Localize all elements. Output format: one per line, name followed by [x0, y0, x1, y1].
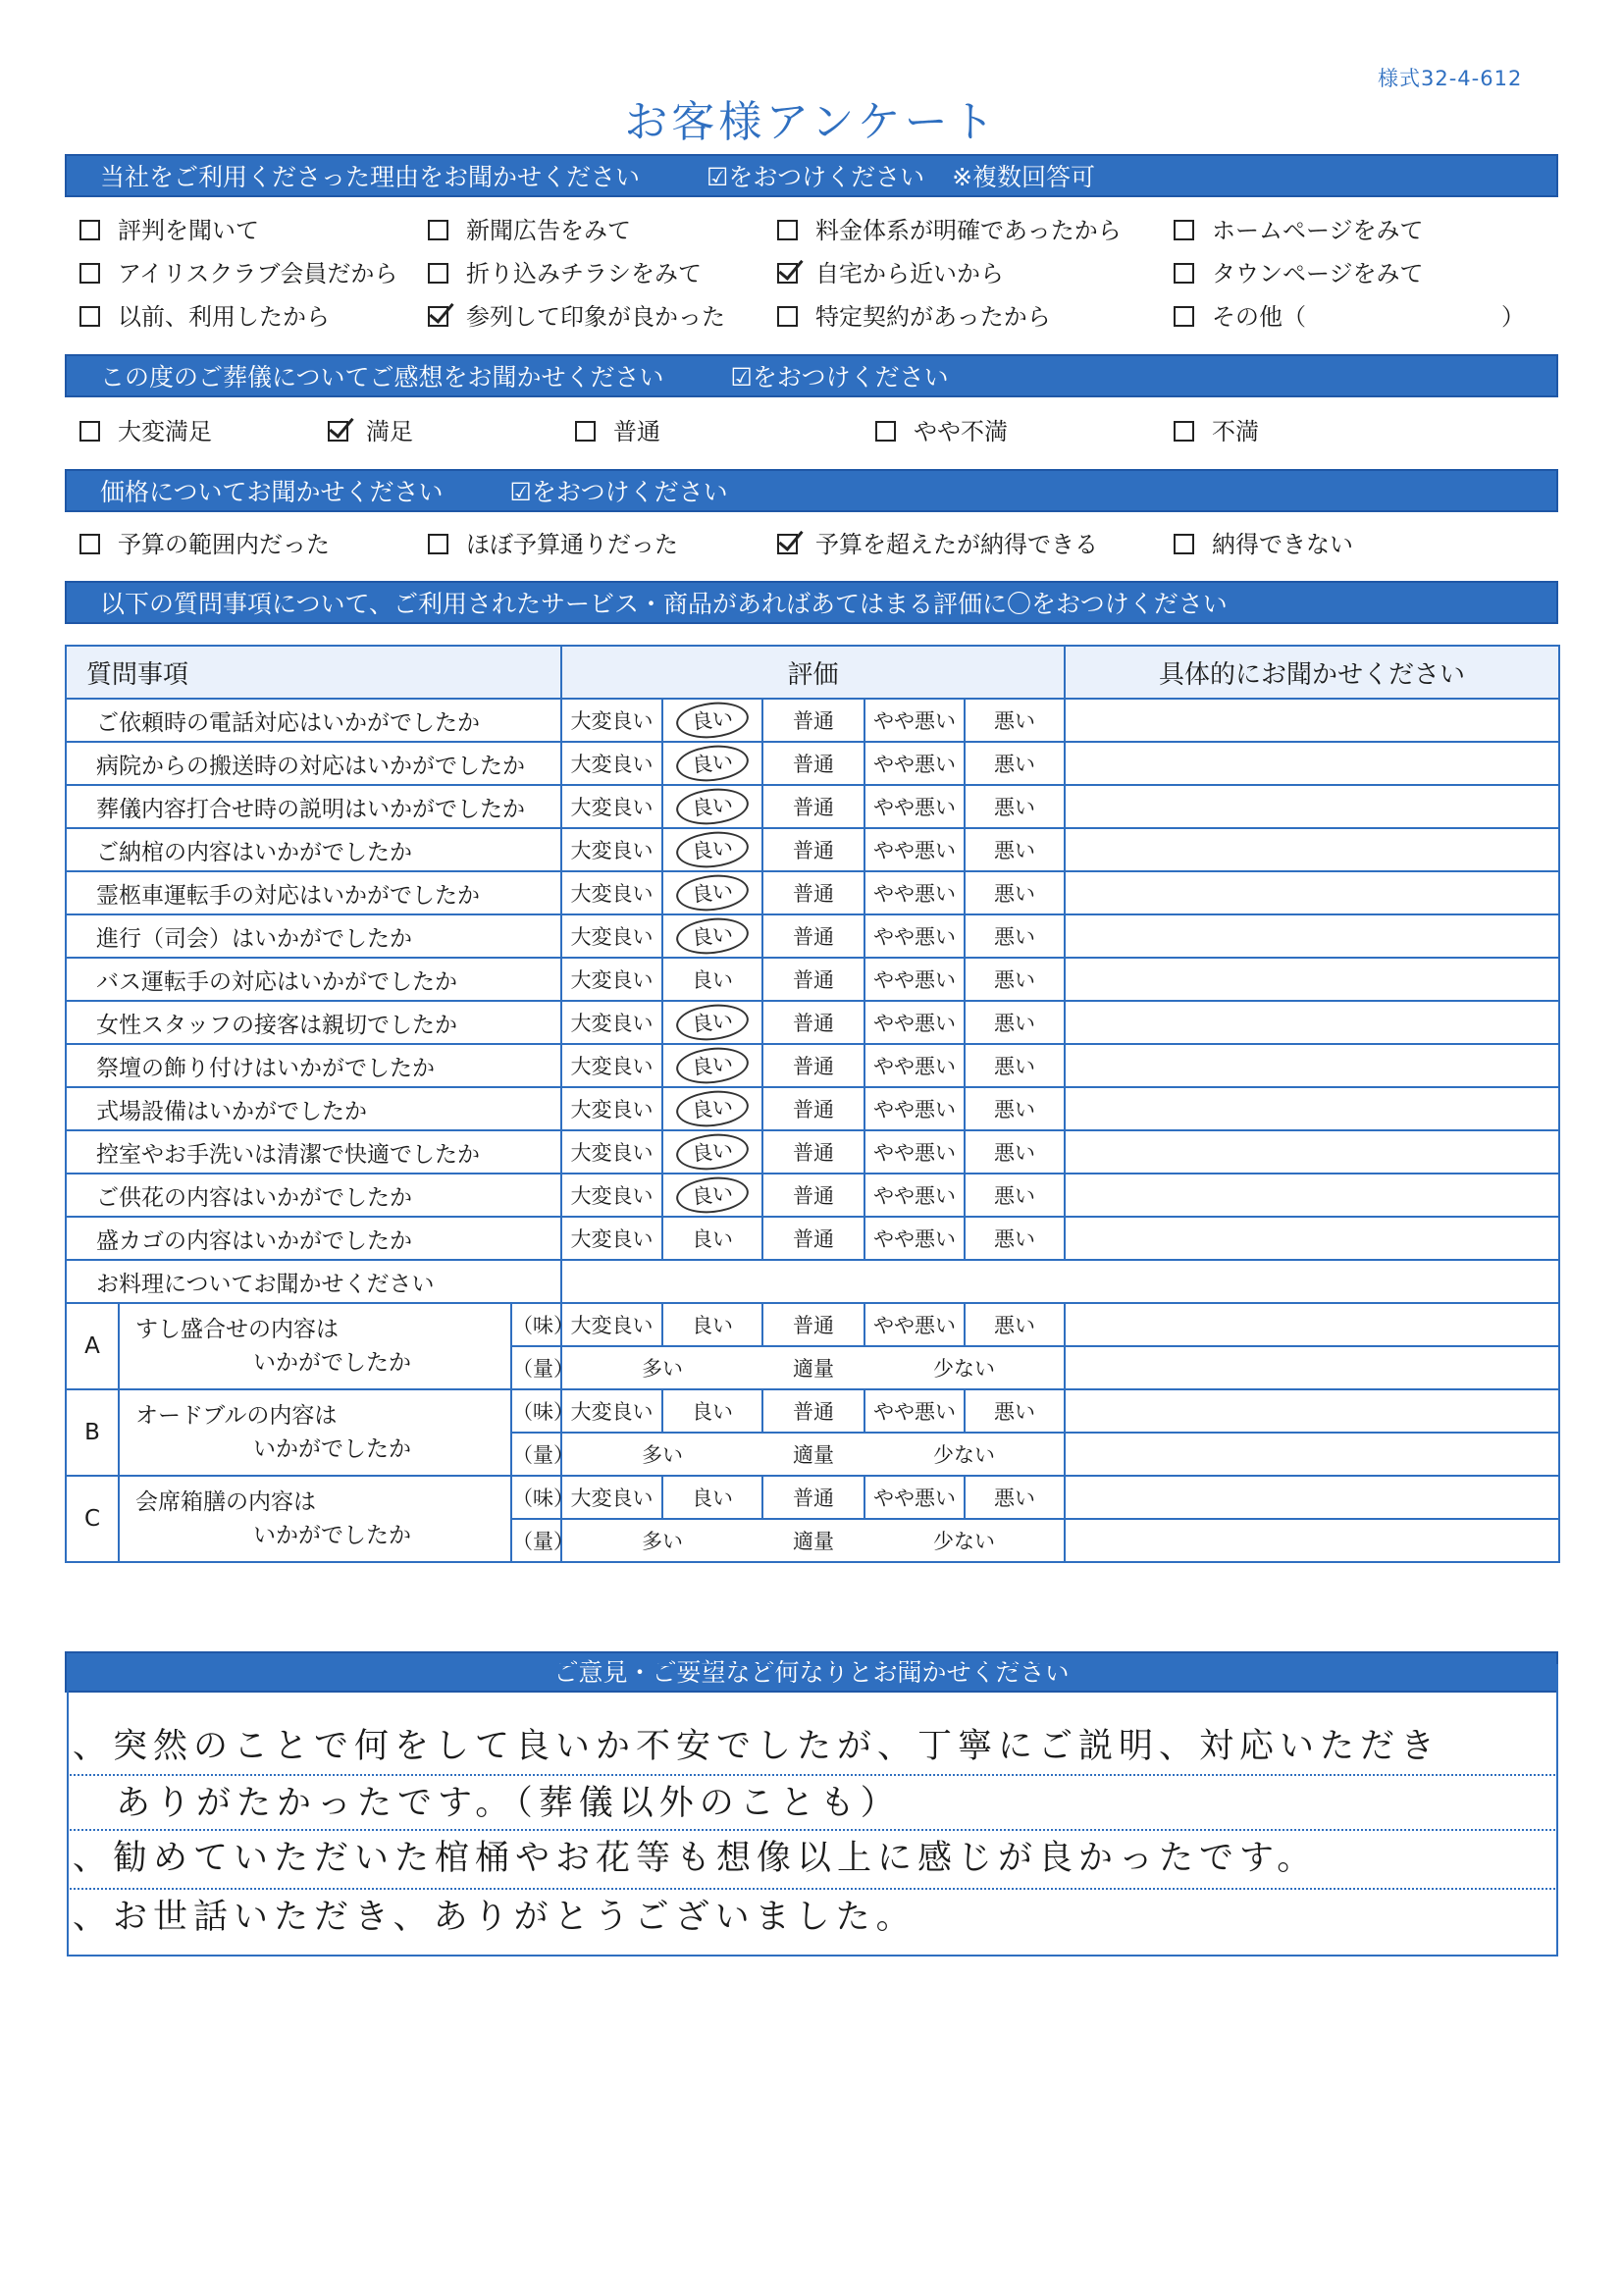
checkbox[interactable]	[777, 263, 798, 284]
rating-option[interactable]: 普通	[762, 1130, 864, 1174]
rating-option[interactable]: 大変良い	[561, 742, 662, 785]
option-reason-0[interactable]	[79, 216, 259, 245]
option-label: ホームページをみて	[1212, 217, 1424, 244]
option-label: 納得できない	[1212, 531, 1353, 558]
table-row	[66, 1087, 1559, 1130]
rating-option[interactable]: 普通	[762, 914, 864, 958]
detail-cell[interactable]	[1065, 699, 1559, 742]
rating-option[interactable]: 良い	[662, 1217, 762, 1260]
option-label: やや不満	[914, 418, 1008, 445]
section-instruction: ☑をおつけください	[509, 478, 728, 506]
option-impression-1[interactable]	[328, 417, 413, 446]
rating-option[interactable]: やや悪い	[864, 914, 965, 958]
option-reason-5[interactable]	[428, 259, 702, 288]
table-row	[66, 1130, 1559, 1174]
rating-option[interactable]	[662, 871, 762, 914]
rating-option[interactable]	[662, 1130, 762, 1174]
rating-option[interactable]	[662, 742, 762, 785]
detail-cell[interactable]	[1065, 828, 1559, 871]
rating-option[interactable]: やや悪い	[864, 1044, 965, 1087]
option-label: 満足	[366, 418, 413, 445]
rating-option[interactable]: 大変良い	[561, 828, 662, 871]
detail-cell[interactable]	[1065, 1433, 1559, 1476]
rating-option-circled: 良い	[674, 785, 750, 828]
rating-option[interactable]	[662, 1044, 762, 1087]
option-label: 以前、利用したから	[118, 303, 330, 331]
food-question-line: オードブルの内容は	[135, 1403, 338, 1429]
comment-line: ありがたかったです。（葬儀以外のことも）	[116, 1784, 901, 1823]
question-text: 女性スタッフの接客は親切でしたか	[66, 1001, 561, 1044]
option-reason-3[interactable]	[1174, 216, 1424, 245]
table-row	[66, 1476, 1559, 1519]
rating-option[interactable]: 大変良い	[561, 1087, 662, 1130]
section-heading: この度のご葬儀についてご感想をお聞かせください	[100, 363, 664, 391]
rating-option[interactable]: 悪い	[965, 958, 1065, 1001]
question-text: 祭壇の飾り付けはいかがでしたか	[66, 1044, 561, 1087]
rating-option[interactable]: やや悪い	[864, 785, 965, 828]
rating-option[interactable]: やや悪い	[864, 1087, 965, 1130]
rating-option[interactable]: 悪い	[965, 1389, 1065, 1433]
detail-cell[interactable]	[1065, 1346, 1559, 1389]
question-text: 霊柩車運転手の対応はいかがでしたか	[66, 871, 561, 914]
rating-option[interactable]: 悪い	[965, 828, 1065, 871]
amount-label: （量）	[511, 1433, 561, 1476]
rating-option[interactable]: 大変良い	[561, 1476, 662, 1519]
amount-option[interactable]: 多い	[561, 1519, 762, 1562]
detail-cell[interactable]	[1065, 1174, 1559, 1217]
rating-option[interactable]: 普通	[762, 1303, 864, 1346]
option-label: その他（	[1212, 303, 1306, 331]
amount-option[interactable]: 多い	[561, 1433, 762, 1476]
food-question-line: いかがでしたか	[253, 1523, 411, 1548]
option-label: 予算の範囲内だった	[118, 531, 330, 558]
rating-option[interactable]: やや悪い	[864, 958, 965, 1001]
option-price-0[interactable]	[79, 530, 330, 559]
option-price-2[interactable]	[777, 530, 1098, 559]
detail-cell[interactable]	[1065, 1087, 1559, 1130]
checkbox[interactable]	[328, 421, 348, 442]
table-row	[66, 828, 1559, 871]
rating-option[interactable]: 普通	[762, 871, 864, 914]
table-row	[66, 871, 1559, 914]
option-label: 自宅から近いから	[815, 260, 1004, 287]
rating-option[interactable]: 悪い	[965, 1044, 1065, 1087]
rating-option[interactable]: やや悪い	[864, 1303, 965, 1346]
rating-option[interactable]	[662, 914, 762, 958]
detail-cell[interactable]	[1065, 1044, 1559, 1087]
checkbox[interactable]	[777, 306, 798, 327]
option-label: 大変満足	[118, 418, 212, 445]
option-reason-11[interactable]	[1174, 302, 1306, 332]
checkbox[interactable]	[79, 306, 100, 327]
rating-option[interactable]: 悪い	[965, 742, 1065, 785]
option-reason-6[interactable]	[777, 259, 1004, 288]
rating-option[interactable]: 良い	[662, 1389, 762, 1433]
rating-option[interactable]: 普通	[762, 1174, 864, 1217]
rating-option[interactable]: やや悪い	[864, 1174, 965, 1217]
question-text: 進行（司会）はいかがでしたか	[66, 914, 561, 958]
rating-option[interactable]: 普通	[762, 1476, 864, 1519]
table-row	[66, 742, 1559, 785]
table-row	[66, 914, 1559, 958]
section-price-header	[65, 469, 1558, 512]
amount-label: （量）	[511, 1346, 561, 1389]
comment-line: 、お世話いただき、ありがとうございました。	[73, 1898, 916, 1937]
rating-option[interactable]: 大変良い	[561, 1130, 662, 1174]
other-close-paren: ）	[1501, 303, 1525, 331]
detail-cell[interactable]	[1065, 785, 1559, 828]
table-row	[66, 1389, 1559, 1433]
checkbox[interactable]	[777, 220, 798, 240]
rating-option[interactable]: 大変良い	[561, 1303, 662, 1346]
food-heading: お料理についてお聞かせください	[66, 1260, 561, 1303]
rating-option-circled: 良い	[674, 1001, 750, 1044]
rating-option-circled: 良い	[674, 871, 750, 914]
option-label: 新聞広告をみて	[466, 217, 631, 244]
option-label: 予算を超えたが納得できる	[815, 531, 1098, 558]
rating-option[interactable]: 大変良い	[561, 785, 662, 828]
comment-line: 、勧めていただいた棺桶やお花等も想像以上に感じが良かったです。	[73, 1839, 1318, 1878]
rating-option[interactable]: 大変良い	[561, 1001, 662, 1044]
checkbox[interactable]	[428, 220, 448, 240]
rating-option[interactable]: 大変良い	[561, 699, 662, 742]
checkbox[interactable]	[79, 220, 100, 240]
amount-label: （量）	[511, 1519, 561, 1562]
option-label: 普通	[613, 418, 660, 445]
option-price-3[interactable]	[1174, 530, 1353, 559]
food-question-line: 会席箱膳の内容は	[135, 1489, 316, 1515]
option-reason-4[interactable]	[79, 259, 397, 288]
table-row	[66, 1217, 1559, 1260]
rating-option[interactable]: やや悪い	[864, 871, 965, 914]
checkbox[interactable]	[428, 306, 448, 327]
rating-option[interactable]: 大変良い	[561, 1044, 662, 1087]
food-letter: A	[66, 1303, 119, 1389]
option-label: 不満	[1212, 418, 1259, 445]
rating-option[interactable]: 大変良い	[561, 958, 662, 1001]
food-letter: C	[66, 1476, 119, 1562]
checkbox[interactable]	[79, 534, 100, 554]
rating-option[interactable]: やや悪い	[864, 1389, 965, 1433]
rating-option[interactable]: 悪い	[965, 1001, 1065, 1044]
option-impression-2[interactable]	[575, 417, 660, 446]
option-reason-8[interactable]	[79, 302, 330, 332]
food-question-line: いかがでしたか	[253, 1436, 411, 1462]
rating-option[interactable]: 普通	[762, 1389, 864, 1433]
section-heading: 以下の質問事項について、ご利用されたサービス・商品があればあてはまる評価に〇をおつけください	[100, 590, 1228, 618]
section-heading: ご意見・ご要望など何なりとお聞かせください	[553, 1658, 1070, 1687]
detail-cell[interactable]	[1065, 1217, 1559, 1260]
section-heading: 当社をご利用くださった理由をお聞かせください	[100, 163, 641, 191]
option-reason-7[interactable]	[1174, 259, 1424, 288]
rating-option-circled: 良い	[674, 914, 750, 958]
option-reason-10[interactable]	[777, 302, 1051, 332]
option-reason-1[interactable]	[428, 216, 631, 245]
table-row	[66, 785, 1559, 828]
checkbox[interactable]	[1174, 421, 1194, 442]
rating-option[interactable]: 普通	[762, 785, 864, 828]
rating-option[interactable]	[662, 828, 762, 871]
rating-option-circled: 良い	[674, 828, 750, 871]
col-header-detail: 具体的にお聞かせください	[1065, 646, 1559, 699]
rating-option[interactable]: 普通	[762, 699, 864, 742]
rating-option[interactable]: 普通	[762, 1001, 864, 1044]
rating-option[interactable]: やや悪い	[864, 742, 965, 785]
rating-option[interactable]: やや悪い	[864, 699, 965, 742]
table-row	[66, 1174, 1559, 1217]
detail-cell[interactable]	[1065, 1303, 1559, 1346]
table-row	[66, 699, 1559, 742]
option-impression-4[interactable]	[1174, 417, 1259, 446]
rating-option[interactable]: やや悪い	[864, 1476, 965, 1519]
question-text: ご供花の内容はいかがでしたか	[66, 1174, 561, 1217]
question-text: 式場設備はいかがでしたか	[66, 1087, 561, 1130]
rating-option[interactable]: 悪い	[965, 699, 1065, 742]
rating-option[interactable]: 良い	[662, 1476, 762, 1519]
option-label: ほぼ予算通りだった	[466, 531, 678, 558]
section-note: ※複数回答可	[952, 163, 1096, 191]
question-text: 病院からの搬送時の対応はいかがでしたか	[66, 742, 561, 785]
rating-option[interactable]	[662, 1087, 762, 1130]
amount-option[interactable]: 少ない	[864, 1346, 1065, 1389]
checkbox[interactable]	[575, 421, 596, 442]
col-header-rating: 評価	[561, 646, 1065, 699]
option-label: 料金体系が明確であったから	[815, 217, 1122, 244]
option-reason-9[interactable]	[428, 302, 725, 332]
checkbox[interactable]	[875, 421, 896, 442]
table-row	[66, 1001, 1559, 1044]
rating-option[interactable]	[662, 1001, 762, 1044]
amount-option[interactable]: 多い	[561, 1346, 762, 1389]
rating-option[interactable]: 悪い	[965, 871, 1065, 914]
option-label: アイリスクラブ会員だから	[118, 260, 398, 287]
rating-option[interactable]: 良い	[662, 1303, 762, 1346]
rating-option[interactable]: やや悪い	[864, 1001, 965, 1044]
option-reason-2[interactable]	[777, 216, 1122, 245]
rating-option[interactable]: 普通	[762, 958, 864, 1001]
detail-cell[interactable]	[1065, 742, 1559, 785]
rating-option[interactable]: 悪い	[965, 1303, 1065, 1346]
rating-option[interactable]	[662, 699, 762, 742]
rating-option-circled: 良い	[674, 1044, 750, 1087]
rating-option[interactable]: 普通	[762, 742, 864, 785]
option-impression-3[interactable]	[875, 417, 1008, 446]
detail-cell[interactable]	[1065, 1130, 1559, 1174]
taste-label: （味）	[511, 1303, 561, 1346]
checkbox[interactable]	[79, 421, 100, 442]
rating-option[interactable]: 悪い	[965, 1217, 1065, 1260]
rating-option-circled: 良い	[674, 742, 750, 785]
rating-option-circled: 良い	[674, 1130, 750, 1174]
section-impression-header	[65, 354, 1558, 397]
rating-option[interactable]: 大変良い	[561, 1389, 662, 1433]
rating-option[interactable]: 良い	[662, 958, 762, 1001]
detail-cell[interactable]	[1065, 958, 1559, 1001]
option-price-1[interactable]	[428, 530, 678, 559]
food-question	[119, 1476, 511, 1562]
rating-option[interactable]: 悪い	[965, 785, 1065, 828]
question-text: 控室やお手洗いは清潔で快適でしたか	[66, 1130, 561, 1174]
rating-option[interactable]: 大変良い	[561, 871, 662, 914]
rating-option[interactable]: 普通	[762, 1087, 864, 1130]
rating-option-circled: 良い	[674, 1087, 750, 1130]
food-question-line: すし盛合せの内容は	[135, 1317, 339, 1342]
food-question	[119, 1303, 511, 1389]
comment-line: 、突然のことで何をして良いか不安でしたが、丁寧にご説明、対応いただき	[73, 1727, 1441, 1766]
food-letter: B	[66, 1389, 119, 1476]
option-label: 特定契約があったから	[815, 303, 1051, 331]
amount-option[interactable]: 少ない	[864, 1519, 1065, 1562]
question-text: ご依頼時の電話対応はいかがでしたか	[66, 699, 561, 742]
rating-option[interactable]: 悪い	[965, 1087, 1065, 1130]
detail-cell[interactable]	[1065, 914, 1559, 958]
rating-option[interactable]: 普通	[762, 828, 864, 871]
amount-option[interactable]: 適量	[762, 1346, 864, 1389]
checkbox[interactable]	[1174, 534, 1194, 554]
rating-option[interactable]: やや悪い	[864, 1130, 965, 1174]
rating-option[interactable]: やや悪い	[864, 828, 965, 871]
taste-label: （味）	[511, 1389, 561, 1433]
rating-option[interactable]: 悪い	[965, 1476, 1065, 1519]
table-row	[66, 1044, 1559, 1087]
option-impression-0[interactable]	[79, 417, 212, 446]
option-label: 参列して印象が良かった	[466, 303, 725, 331]
option-label: 折り込みチラシをみて	[466, 260, 702, 287]
question-text: 盛カゴの内容はいかがでしたか	[66, 1217, 561, 1260]
checkbox[interactable]	[1174, 220, 1194, 240]
checkbox[interactable]	[777, 534, 798, 554]
section-reason-header	[65, 154, 1558, 197]
rating-option[interactable]: 悪い	[965, 914, 1065, 958]
rating-option[interactable]	[662, 1174, 762, 1217]
rating-option[interactable]: 悪い	[965, 1130, 1065, 1174]
food-question	[119, 1389, 511, 1476]
rating-option-circled: 良い	[674, 699, 750, 742]
form-code: 様式32-4-612	[1378, 67, 1523, 90]
detail-cell[interactable]	[1065, 871, 1559, 914]
section-heading: 価格についてお聞かせください	[100, 478, 444, 506]
food-heading-blank	[561, 1260, 1559, 1303]
detail-cell[interactable]	[1065, 1519, 1559, 1562]
rating-option-circled: 良い	[674, 1174, 750, 1217]
checkbox[interactable]	[1174, 263, 1194, 284]
checkbox[interactable]	[79, 263, 100, 284]
rating-option[interactable]: やや悪い	[864, 1217, 965, 1260]
amount-option[interactable]: 適量	[762, 1433, 864, 1476]
page-title: お客様アンケート	[624, 97, 999, 147]
rating-option[interactable]: 普通	[762, 1217, 864, 1260]
rating-option[interactable]: 普通	[762, 1044, 864, 1087]
amount-option[interactable]: 適量	[762, 1519, 864, 1562]
checkbox[interactable]	[428, 534, 448, 554]
table-row	[66, 958, 1559, 1001]
table-row	[66, 1260, 1559, 1303]
rating-option[interactable]: 悪い	[965, 1174, 1065, 1217]
col-header-question: 質問事項	[66, 646, 561, 699]
question-text: バス運転手の対応はいかがでしたか	[66, 958, 561, 1001]
option-label: 評判を聞いて	[118, 217, 259, 244]
option-label: タウンページをみて	[1212, 260, 1424, 287]
rating-table	[65, 645, 1560, 1563]
checkbox[interactable]	[428, 263, 448, 284]
taste-label: （味）	[511, 1476, 561, 1519]
table-row	[66, 1303, 1559, 1346]
checkbox[interactable]	[1174, 306, 1194, 327]
section-instruction: ☑をおつけください	[706, 163, 925, 191]
detail-cell[interactable]	[1065, 1476, 1559, 1519]
detail-cell[interactable]	[1065, 1389, 1559, 1433]
rating-option[interactable]: 大変良い	[561, 1174, 662, 1217]
section-instruction: ☑をおつけください	[730, 363, 949, 391]
food-question-line: いかがでしたか	[253, 1350, 411, 1376]
detail-cell[interactable]	[1065, 1001, 1559, 1044]
rating-option[interactable]: 大変良い	[561, 914, 662, 958]
section-rating-header	[65, 581, 1558, 624]
amount-option[interactable]: 少ない	[864, 1433, 1065, 1476]
question-text: 葬儀内容打合せ時の説明はいかがでしたか	[66, 785, 561, 828]
rating-option[interactable]	[662, 785, 762, 828]
rating-option[interactable]: 大変良い	[561, 1217, 662, 1260]
question-text: ご納棺の内容はいかがでしたか	[66, 828, 561, 871]
